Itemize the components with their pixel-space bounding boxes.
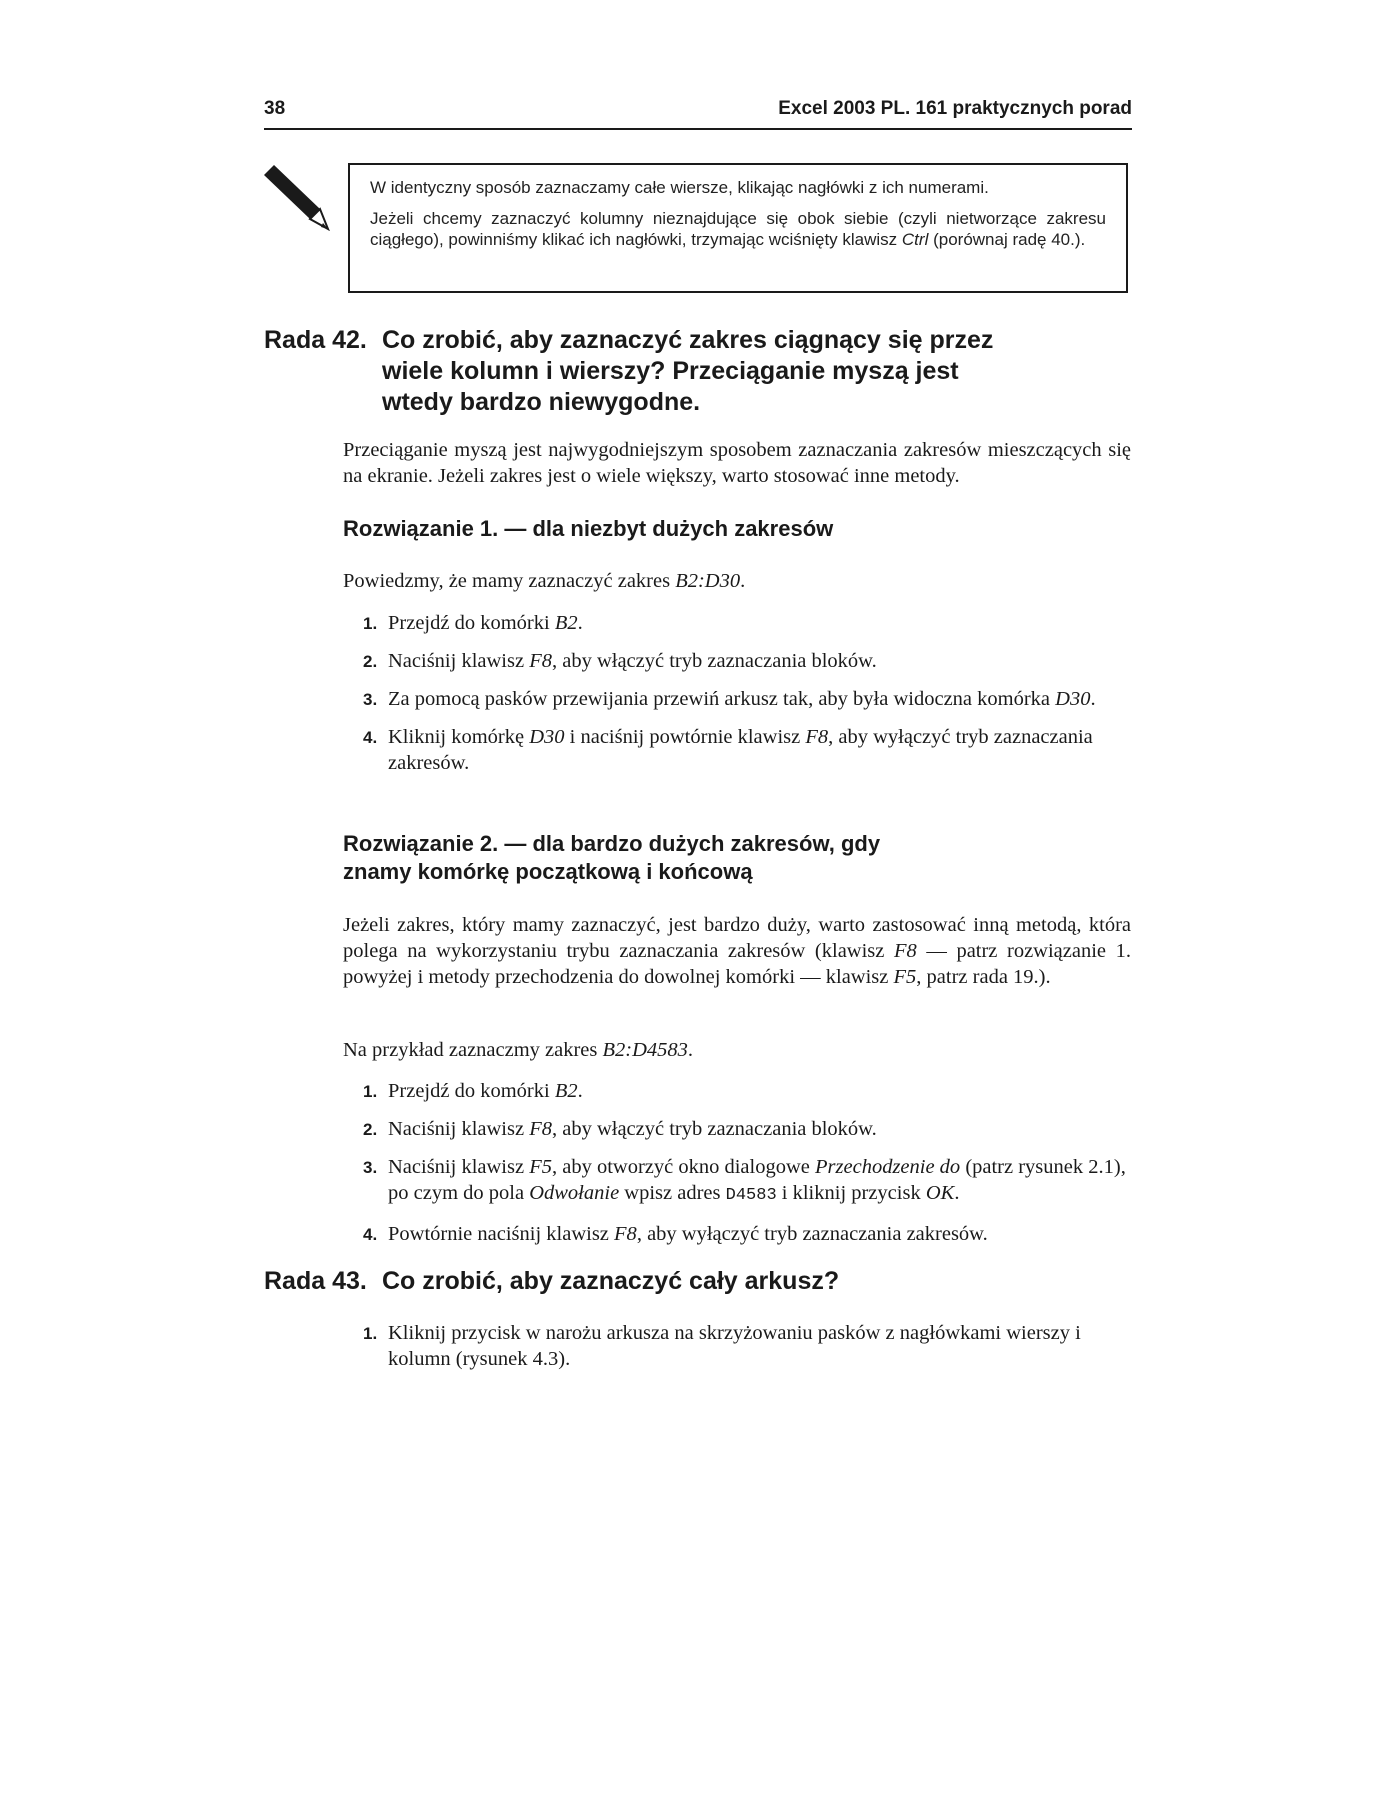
list-item: 3. Za pomocą pasków przewijania przewiń arkusz tak, aby była widoczna komórka D30. — [363, 688, 1096, 710]
list-item: 3. Naciśnij klawisz F5, aby otworzyć okno dialogowe Przechodzenie do (patrz rysunek 2.1), po czym do pola Odwołanie wpisz adres D4583 i kliknij przycisk OK. — [363, 1156, 1126, 1205]
note-paragraph-1: W identyczny sposób zaznaczamy całe wiersze, klikając nagłówki z ich numerami. — [370, 178, 989, 197]
tip-42-intro: Przeciąganie myszą jest najwygodniejszym sposobem zaznaczania zakresów mieszczących się na ekranie. Jeżeli zakres jest o wiele większy, warto stosować inne metody. — [343, 439, 1131, 487]
solution-2-steps — [343, 1078, 1133, 1259]
note-box — [348, 163, 1128, 293]
list-item: 4. Powtórnie naciśnij klawisz F8, aby wyłączyć tryb zaznaczania zakresów. — [363, 1223, 988, 1245]
solution-2-heading: Rozwiązanie 2. — dla bardzo dużych zakresów, gdy znamy komórkę początkową i końcową — [343, 831, 881, 884]
tip-43-label: Rada 43. — [264, 1267, 367, 1295]
solution-1-heading: Rozwiązanie 1. — dla niezbyt dużych zakresów — [343, 516, 834, 541]
running-title: Excel 2003 PL. 161 praktycznych porad — [778, 98, 1132, 119]
ctrl-key: Ctrl — [901, 230, 929, 249]
page-number: 38 — [264, 98, 286, 119]
tip-42-label: Rada 42. — [264, 326, 367, 354]
list-item: 1. Przejdź do komórki B2. — [363, 612, 583, 634]
tip-43-steps — [343, 1320, 1133, 1384]
list-item: 1. Przejdź do komórki B2. — [363, 1080, 583, 1102]
solution-1-steps — [343, 610, 1133, 788]
solution-2-intro: Jeżeli zakres, który mamy zaznaczyć, jest bardzo duży, warto zastosować inną metodą, która polega na wykorzystaniu trybu zaznaczania zakresów (klawisz F8 — patrz rozwiązanie 1. powyżej i metody przechodzenia do dowolnej komórki — klawisz F5, patrz rada 19.). — [343, 914, 1131, 988]
tip-43-title: Co zrobić, aby zaznaczyć cały arkusz? — [382, 1267, 840, 1295]
list-item: 2. Naciśnij klawisz F8, aby włączyć tryb zaznaczania bloków. — [363, 650, 877, 672]
pencil-icon — [262, 165, 332, 231]
list-item: 1. Kliknij przycisk w narożu arkusza na skrzyżowaniu pasków z nagłówkami wierszy i kolumn (rysunek 4.3). — [363, 1322, 1081, 1370]
solution-1-intro: Powiedzmy, że mamy zaznaczyć zakres B2:D30. — [343, 570, 746, 592]
tip-42-title: Co zrobić, aby zaznaczyć zakres ciągnący się przez wiele kolumn i wierszy? Przeciąganie myszą jest wtedy bardzo niewygodne. — [382, 326, 994, 416]
note-paragraph-2: Jeżeli chcemy zaznaczyć kolumny nieznajdujące się obok siebie (czyli nietworzące zakresu ciągłego), powinniśmy klikać ich nagłówki, trzymając wciśnięty klawisz Ctrl (porównaj radę 40.). — [370, 209, 1106, 249]
list-item: 2. Naciśnij klawisz F8, aby włączyć tryb zaznaczania bloków. — [363, 1118, 877, 1140]
solution-2-example: Na przykład zaznaczmy zakres B2:D4583. — [343, 1039, 694, 1061]
list-item: 4. Kliknij komórkę D30 i naciśnij powtórnie klawisz F8, aby wyłączyć tryb zaznaczania zakresów. — [363, 726, 1093, 774]
page-header — [264, 98, 1132, 130]
